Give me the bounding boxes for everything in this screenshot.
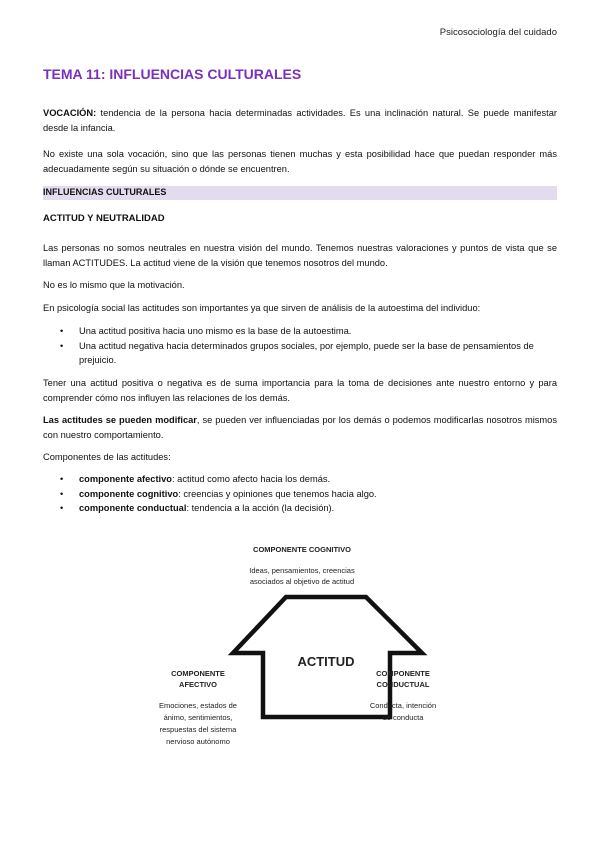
affective-desc-4: nervioso autónomo (166, 737, 230, 746)
section-heading-bar (43, 186, 557, 200)
list-item: • Una actitud negativa hacia determinados grupos sociales, por ejemplo, puede ser la base de pensamientos de prejuicio. (60, 340, 534, 365)
subsection-heading: ACTITUD Y NEUTRALIDAD (43, 213, 165, 224)
modify-bold: Las actitudes se pueden modificar (43, 415, 197, 425)
attitude-components-diagram (140, 535, 460, 760)
self-esteem-list (43, 324, 557, 368)
vocacion-definition: tendencia de la persona hacia determinadas actividades. Es una inclinación natural. Se puede manifestar desde la infancia. (43, 108, 557, 133)
affective-desc-1: Emociones, estados de (159, 701, 237, 710)
page-title: TEMA 11: INFLUENCIAS CULTURALES (43, 66, 302, 82)
page-header: Psicosociología del cuidado (439, 27, 557, 38)
affective-desc-2: ánimo, sentimientos, (163, 713, 233, 722)
cognitive-title: COMPONENTE COGNITIVO (253, 545, 351, 554)
multiple-vocations-paragraph: No existe una sola vocación, sino que las personas tienen muchas y esta posibilidad hace que puedan responder más adecuadamente según su situación o dónde se encuentren. (43, 149, 557, 174)
components-intro: Componentes de las actitudes: (43, 452, 171, 462)
cognitive-desc-1: Ideas, pensamientos, creencias (249, 566, 355, 575)
affective-title-1: COMPONENTE (171, 669, 225, 678)
cognitive-desc-2: asociados al objetivo de actitud (249, 577, 355, 586)
importance-paragraph: Tener una actitud positiva o negativa es de suma importancia para la toma de decisiones ante nuestro entorno y para comprender cómo nos influyen las relaciones de los demás. (43, 378, 557, 403)
vocacion-term: VOCACIÓN: (43, 108, 97, 118)
components-list (43, 472, 557, 516)
neutrality-paragraph: Las personas no somos neutrales en nuestra visión del mundo. Tenemos nuestras valoraciones y puntos de vista que se llaman ACTITUDES. La actitud viene de la visión que tenemos nosotros del mundo. (43, 243, 557, 268)
affective-title-2: AFECTIVO (179, 680, 217, 689)
list-item: • componente cognitivo: creencias y opiniones que tenemos hacia algo. (60, 488, 377, 499)
section-heading: INFLUENCIAS CULTURALES (43, 187, 167, 197)
modify-paragraph: Las actitudes se pueden modificar, se pueden ver influenciadas por los demás o podemos modificarlas nosotros mismos con nuestro comportamiento. (43, 415, 557, 440)
behavioral-desc-2: de conducta (382, 713, 424, 722)
list-item: • componente conductual: tendencia a la acción (la decisión). (60, 503, 335, 513)
diagram-center-label: ACTITUD (297, 654, 355, 669)
vocacion-paragraph (43, 106, 557, 135)
list-item: • Una actitud positiva hacia uno mismo es la base de la autoestima. (60, 326, 352, 336)
behavioral-title-1: COMPONENTE (376, 669, 430, 678)
behavioral-title-2: CONDUCTUAL (376, 680, 430, 689)
behavioral-desc-1: Conducta, intención (369, 701, 437, 710)
affective-desc-3: respuestas del sistema (159, 725, 237, 734)
list-item: • componente afectivo: actitud como afecto hacia los demás. (60, 474, 331, 484)
social-psychology-paragraph: En psicología social las actitudes son importantes ya que sirven de análisis de la autoestima del individuo: (43, 303, 481, 313)
motivation-paragraph: No es lo mismo que la motivación. (43, 280, 185, 290)
